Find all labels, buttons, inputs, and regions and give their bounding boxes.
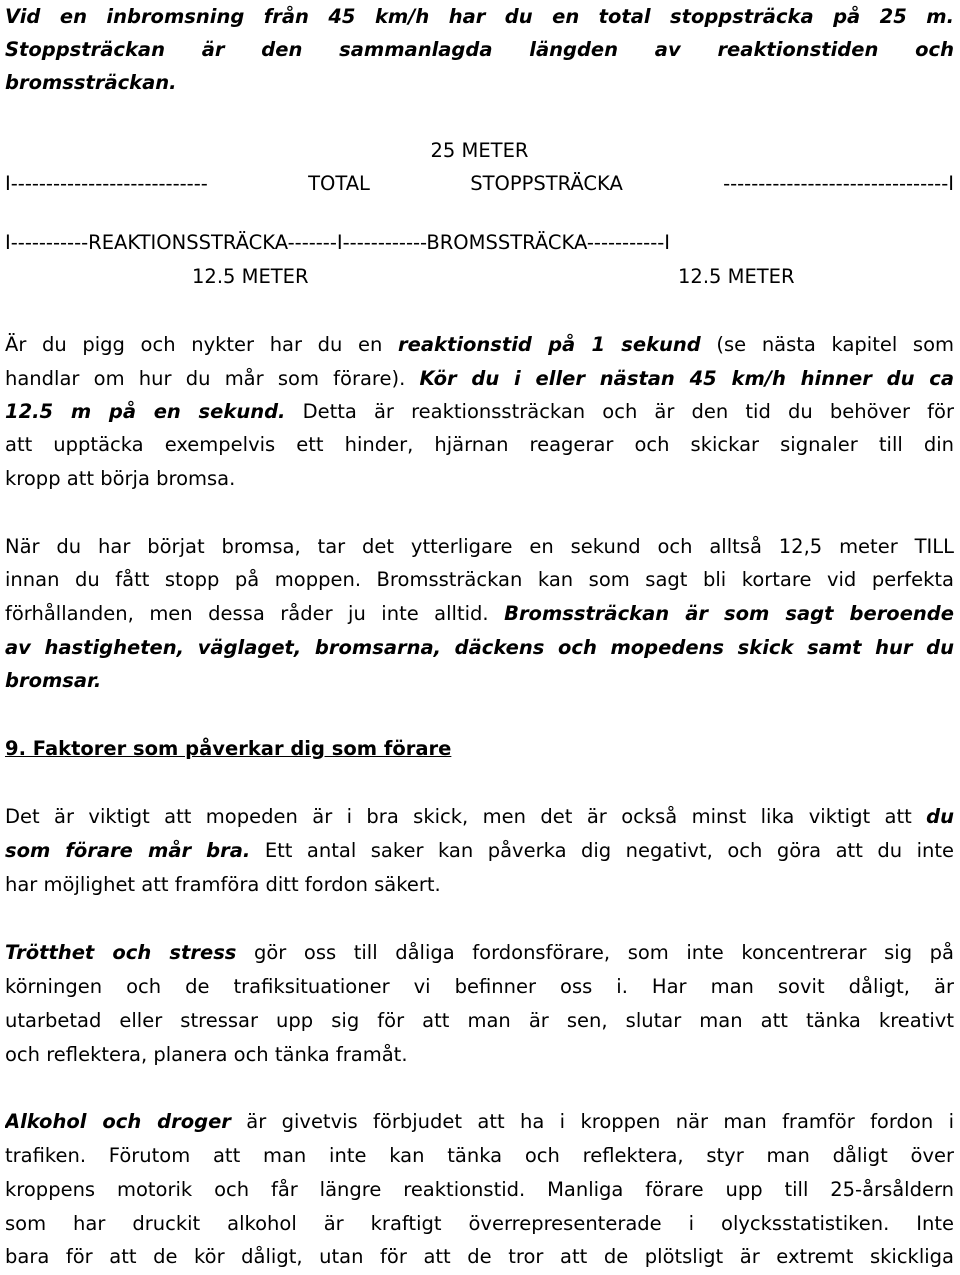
p4-line-1 xyxy=(5,936,954,970)
p4-line-3: utarbetad eller stressar upp sig för att man är sen, slutar man att tänka kreativt xyxy=(5,1009,954,1032)
text-run: Är du pigg och nykter har du en xyxy=(5,333,399,356)
p5-line-2: trafiken. Förutom att man inte kan tänka och reflektera, styr man dåligt över xyxy=(5,1144,954,1167)
p2-line-1: När du har börjat bromsa, tar det ytterligare en sekund och alltså 12,5 meter TILL xyxy=(5,535,954,558)
emphasis-run: Bromssträckan är som sagt beroende xyxy=(504,602,954,625)
emphasis-run: reaktionstid på 1 sekund xyxy=(398,333,701,356)
p1-line-3 xyxy=(5,395,954,429)
p3-line-1 xyxy=(5,800,954,834)
intro-line-1: Vid en inbromsning från 45 km/h har du en total stoppsträcka på 25 m. xyxy=(5,5,954,28)
reaction-distance-measure: 12.5 METER xyxy=(192,265,309,288)
intro-line-2: Stoppsträckan är den sammanlagda längden av reaktionstiden och xyxy=(5,38,954,61)
intro-line-3: bromssträckan. xyxy=(5,71,177,94)
p1-line-1 xyxy=(5,328,954,362)
p2-line-4: av hastigheten, väglaget, bromsarna, däckens och mopedens skick samt hur du xyxy=(5,636,954,659)
text-run: gör oss till dåliga fordonsförare, som inte koncentrerar sig på xyxy=(236,941,954,964)
total-distance-label: 25 METER xyxy=(430,139,529,162)
text-run: (se nästa kapitel som xyxy=(700,333,954,356)
p5-line-3: kroppens motorik och får längre reaktionstid. Manliga förare upp till 25-årsåldern xyxy=(5,1178,954,1201)
emphasis-run: som förare mår bra. xyxy=(5,839,251,862)
emphasis-run: Trötthet och stress xyxy=(5,941,237,964)
p4-line-4: och reflektera, planera och tänka framåt. xyxy=(5,1043,408,1066)
text-run: Detta är reaktionssträckan och är den tid du behöver för xyxy=(285,400,954,423)
p1-line-2 xyxy=(5,362,954,396)
p5-line-1 xyxy=(5,1105,954,1139)
section-heading: 9. Faktorer som påverkar dig som förare xyxy=(5,737,452,760)
p2-line-3 xyxy=(5,597,954,631)
p5-line-4: som har druckit alkohol är kraftigt överrepresenterade i olycksstatistiken. Inte xyxy=(5,1212,954,1235)
p2-line-5: bromsar. xyxy=(5,669,102,692)
total-line-right: --------------------------------I xyxy=(723,172,954,195)
emphasis-run: 12.5 m på en sekund. xyxy=(5,400,286,423)
emphasis-run: Alkohol och droger xyxy=(5,1110,231,1133)
text-run: förhållanden, men dessa råder ju inte alltid. xyxy=(5,602,505,625)
p1-line-5: kropp att börja bromsa. xyxy=(5,467,236,490)
text-run: är givetvis förbjudet att ha i kroppen när man framför fordon i xyxy=(230,1110,954,1133)
p3-line-2 xyxy=(5,834,954,868)
emphasis-run: du xyxy=(926,805,954,828)
total-stopping-line xyxy=(5,167,954,201)
braking-distance-measure: 12.5 METER xyxy=(678,265,795,288)
p2-line-2: innan du fått stopp på moppen. Bromssträckan kan som sagt bli kortare vid perfekta xyxy=(5,568,954,591)
emphasis-run: Kör du i eller nästan 45 km/h hinner du ca xyxy=(419,367,954,390)
p5-line-5: bara för att de kör dåligt, utan för att de tror att de plötsligt är extremt skickliga xyxy=(5,1245,954,1268)
p3-line-3: har möjlighet att framföra ditt fordon säkert. xyxy=(5,873,441,896)
split-distance-line: I-----------REAKTIONSSTRÄCKA-------I------------BROMSSTRÄCKA-----------I xyxy=(5,231,671,254)
text-run: handlar om hur du mår som förare). xyxy=(5,367,420,390)
text-run: Ett antal saker kan påverka dig negativt, och göra att du inte xyxy=(250,839,954,862)
total-line-left: I---------------------------- xyxy=(5,172,208,195)
text-run: Det är viktigt att mopeden är i bra skick, men det är också minst lika viktigt att xyxy=(5,805,927,828)
p4-line-2: körningen och de trafiksituationer vi befinner oss i. Har man sovit dåligt, är xyxy=(5,975,954,998)
p1-line-4: att upptäcka exempelvis ett hinder, hjärnan reagerar och skickar signaler till din xyxy=(5,433,954,456)
total-stopping-label: TOTAL STOPPSTRÄCKA xyxy=(308,172,623,195)
